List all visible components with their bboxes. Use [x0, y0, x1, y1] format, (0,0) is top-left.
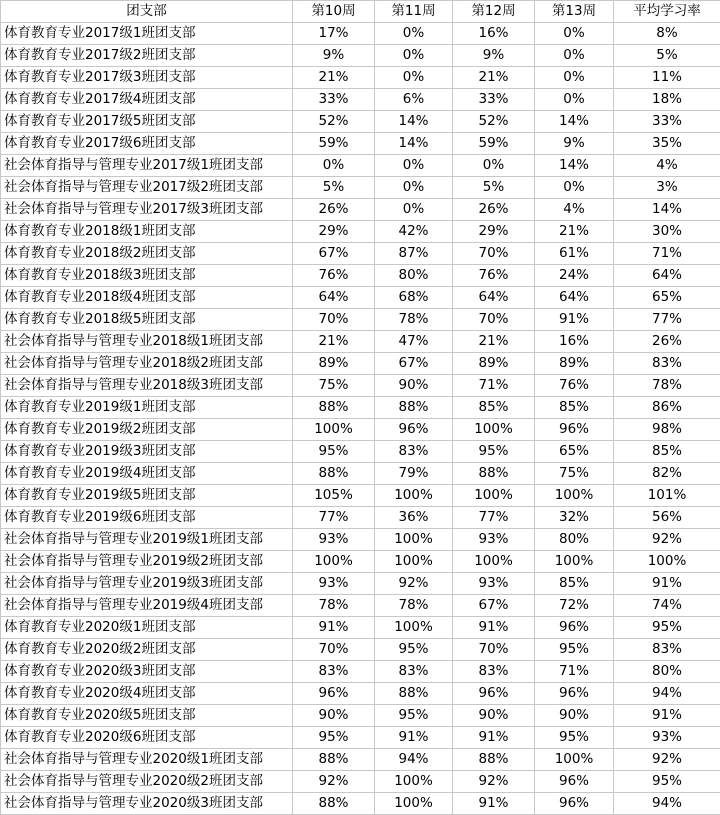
week-10-cell: 88% — [293, 749, 375, 771]
week-13-cell: 96% — [535, 617, 614, 639]
week-13-cell: 80% — [535, 529, 614, 551]
week-10-cell: 70% — [293, 639, 375, 661]
week-13-cell: 24% — [535, 265, 614, 287]
week-11-cell: 0% — [375, 23, 453, 45]
week-11-cell: 47% — [375, 331, 453, 353]
branch-name-cell: 社会体育指导与管理专业2019级1班团支部 — [1, 529, 293, 551]
table-row — [1, 463, 720, 485]
week-13-cell: 0% — [535, 45, 614, 67]
week-12-cell: 88% — [453, 463, 535, 485]
table-row — [1, 793, 720, 815]
week-13-cell: 65% — [535, 441, 614, 463]
week-13-cell: 100% — [535, 551, 614, 573]
week-10-cell: 96% — [293, 683, 375, 705]
table-row — [1, 617, 720, 639]
week-12-cell: 67% — [453, 595, 535, 617]
branch-name-cell: 体育教育专业2020级4班团支部 — [1, 683, 293, 705]
average-rate-cell: 8% — [614, 23, 720, 45]
average-rate-cell: 92% — [614, 749, 720, 771]
week-12-cell: 100% — [453, 551, 535, 573]
week-11-cell: 95% — [375, 705, 453, 727]
week-10-cell: 95% — [293, 727, 375, 749]
week-10-cell: 78% — [293, 595, 375, 617]
average-rate-cell: 11% — [614, 67, 720, 89]
week-13-cell: 85% — [535, 397, 614, 419]
branch-name-cell: 体育教育专业2019级3班团支部 — [1, 441, 293, 463]
branch-name-cell: 体育教育专业2018级4班团支部 — [1, 287, 293, 309]
table-row — [1, 111, 720, 133]
week-10-cell: 52% — [293, 111, 375, 133]
table-row — [1, 639, 720, 661]
table-row — [1, 177, 720, 199]
average-rate-cell: 71% — [614, 243, 720, 265]
week-10-cell: 76% — [293, 265, 375, 287]
branch-name-cell: 社会体育指导与管理专业2017级2班团支部 — [1, 177, 293, 199]
week-11-cell: 0% — [375, 67, 453, 89]
week-12-cell: 70% — [453, 309, 535, 331]
week-11-cell: 14% — [375, 111, 453, 133]
branch-name-cell: 社会体育指导与管理专业2018级3班团支部 — [1, 375, 293, 397]
average-rate-cell: 93% — [614, 727, 720, 749]
week-12-cell: 76% — [453, 265, 535, 287]
table-row — [1, 397, 720, 419]
table-row — [1, 661, 720, 683]
table-row — [1, 309, 720, 331]
branch-name-cell: 体育教育专业2020级6班团支部 — [1, 727, 293, 749]
week-11-cell: 88% — [375, 683, 453, 705]
week-10-cell: 64% — [293, 287, 375, 309]
table-row — [1, 595, 720, 617]
week-13-cell: 0% — [535, 23, 614, 45]
week-12-cell: 71% — [453, 375, 535, 397]
average-rate-cell: 14% — [614, 199, 720, 221]
table-row — [1, 133, 720, 155]
week-12-cell: 26% — [453, 199, 535, 221]
week-11-cell: 14% — [375, 133, 453, 155]
week-12-cell: 100% — [453, 419, 535, 441]
table-row — [1, 705, 720, 727]
average-rate-cell: 56% — [614, 507, 720, 529]
average-rate-cell: 64% — [614, 265, 720, 287]
average-rate-cell: 94% — [614, 793, 720, 815]
week-10-cell: 59% — [293, 133, 375, 155]
average-rate-cell: 26% — [614, 331, 720, 353]
header-week-11: 第11周 — [375, 1, 453, 23]
week-13-cell: 4% — [535, 199, 614, 221]
week-12-cell: 96% — [453, 683, 535, 705]
average-rate-cell: 94% — [614, 683, 720, 705]
branch-name-cell: 体育教育专业2019级1班团支部 — [1, 397, 293, 419]
week-12-cell: 21% — [453, 331, 535, 353]
week-11-cell: 80% — [375, 265, 453, 287]
week-11-cell: 0% — [375, 177, 453, 199]
header-week-13: 第13周 — [535, 1, 614, 23]
week-13-cell: 21% — [535, 221, 614, 243]
week-11-cell: 90% — [375, 375, 453, 397]
week-13-cell: 96% — [535, 771, 614, 793]
week-11-cell: 67% — [375, 353, 453, 375]
week-11-cell: 0% — [375, 155, 453, 177]
branch-name-cell: 社会体育指导与管理专业2020级2班团支部 — [1, 771, 293, 793]
table-row — [1, 265, 720, 287]
average-rate-cell: 101% — [614, 485, 720, 507]
week-11-cell: 78% — [375, 309, 453, 331]
week-12-cell: 93% — [453, 529, 535, 551]
week-10-cell: 95% — [293, 441, 375, 463]
week-11-cell: 100% — [375, 771, 453, 793]
week-12-cell: 92% — [453, 771, 535, 793]
week-11-cell: 91% — [375, 727, 453, 749]
week-13-cell: 72% — [535, 595, 614, 617]
week-12-cell: 88% — [453, 749, 535, 771]
week-13-cell: 14% — [535, 111, 614, 133]
branch-name-cell: 体育教育专业2017级1班团支部 — [1, 23, 293, 45]
branch-name-cell: 体育教育专业2020级1班团支部 — [1, 617, 293, 639]
table-row — [1, 727, 720, 749]
week-11-cell: 78% — [375, 595, 453, 617]
branch-name-cell: 社会体育指导与管理专业2020级3班团支部 — [1, 793, 293, 815]
week-10-cell: 88% — [293, 463, 375, 485]
average-rate-cell: 33% — [614, 111, 720, 133]
table-row — [1, 573, 720, 595]
average-rate-cell: 4% — [614, 155, 720, 177]
week-13-cell: 9% — [535, 133, 614, 155]
week-13-cell: 14% — [535, 155, 614, 177]
average-rate-cell: 78% — [614, 375, 720, 397]
week-10-cell: 33% — [293, 89, 375, 111]
week-13-cell: 90% — [535, 705, 614, 727]
week-11-cell: 83% — [375, 441, 453, 463]
header-week-10: 第10周 — [293, 1, 375, 23]
week-10-cell: 105% — [293, 485, 375, 507]
week-12-cell: 29% — [453, 221, 535, 243]
table-row — [1, 507, 720, 529]
week-10-cell: 100% — [293, 419, 375, 441]
week-10-cell: 90% — [293, 705, 375, 727]
table-row — [1, 155, 720, 177]
week-10-cell: 89% — [293, 353, 375, 375]
week-13-cell: 0% — [535, 67, 614, 89]
week-10-cell: 21% — [293, 67, 375, 89]
week-13-cell: 71% — [535, 661, 614, 683]
average-rate-cell: 85% — [614, 441, 720, 463]
week-10-cell: 93% — [293, 529, 375, 551]
week-10-cell: 9% — [293, 45, 375, 67]
branch-name-cell: 体育教育专业2018级1班团支部 — [1, 221, 293, 243]
branch-name-cell: 体育教育专业2020级3班团支部 — [1, 661, 293, 683]
average-rate-cell: 86% — [614, 397, 720, 419]
week-11-cell: 42% — [375, 221, 453, 243]
week-10-cell: 70% — [293, 309, 375, 331]
week-10-cell: 75% — [293, 375, 375, 397]
average-rate-cell: 5% — [614, 45, 720, 67]
week-12-cell: 95% — [453, 441, 535, 463]
table-row — [1, 771, 720, 793]
week-11-cell: 94% — [375, 749, 453, 771]
week-12-cell: 89% — [453, 353, 535, 375]
week-13-cell: 100% — [535, 749, 614, 771]
header-branch: 团支部 — [1, 1, 293, 23]
week-13-cell: 95% — [535, 639, 614, 661]
table-row — [1, 419, 720, 441]
table-row — [1, 485, 720, 507]
branch-name-cell: 社会体育指导与管理专业2018级2班团支部 — [1, 353, 293, 375]
branch-name-cell: 社会体育指导与管理专业2019级2班团支部 — [1, 551, 293, 573]
average-rate-cell: 100% — [614, 551, 720, 573]
average-rate-cell: 91% — [614, 705, 720, 727]
week-12-cell: 85% — [453, 397, 535, 419]
week-11-cell: 68% — [375, 287, 453, 309]
week-11-cell: 87% — [375, 243, 453, 265]
week-13-cell: 96% — [535, 419, 614, 441]
week-12-cell: 91% — [453, 617, 535, 639]
week-10-cell: 93% — [293, 573, 375, 595]
table-row — [1, 749, 720, 771]
average-rate-cell: 82% — [614, 463, 720, 485]
branch-name-cell: 体育教育专业2017级2班团支部 — [1, 45, 293, 67]
week-12-cell: 52% — [453, 111, 535, 133]
week-12-cell: 0% — [453, 155, 535, 177]
week-10-cell: 0% — [293, 155, 375, 177]
week-13-cell: 75% — [535, 463, 614, 485]
week-12-cell: 83% — [453, 661, 535, 683]
table-row — [1, 199, 720, 221]
table-row — [1, 23, 720, 45]
branch-name-cell: 社会体育指导与管理专业2019级3班团支部 — [1, 573, 293, 595]
week-11-cell: 0% — [375, 199, 453, 221]
average-rate-cell: 35% — [614, 133, 720, 155]
week-11-cell: 79% — [375, 463, 453, 485]
week-13-cell: 76% — [535, 375, 614, 397]
week-13-cell: 96% — [535, 683, 614, 705]
week-11-cell: 100% — [375, 529, 453, 551]
header-row — [1, 1, 720, 23]
table-row — [1, 375, 720, 397]
week-11-cell: 92% — [375, 573, 453, 595]
week-11-cell: 96% — [375, 419, 453, 441]
week-13-cell: 32% — [535, 507, 614, 529]
branch-name-cell: 社会体育指导与管理专业2017级1班团支部 — [1, 155, 293, 177]
table-row — [1, 353, 720, 375]
week-12-cell: 21% — [453, 67, 535, 89]
week-12-cell: 70% — [453, 243, 535, 265]
table-row — [1, 683, 720, 705]
table-row — [1, 529, 720, 551]
week-13-cell: 64% — [535, 287, 614, 309]
average-rate-cell: 77% — [614, 309, 720, 331]
branch-name-cell: 体育教育专业2017级6班团支部 — [1, 133, 293, 155]
week-12-cell: 70% — [453, 639, 535, 661]
week-11-cell: 100% — [375, 617, 453, 639]
week-10-cell: 88% — [293, 793, 375, 815]
week-11-cell: 0% — [375, 45, 453, 67]
week-13-cell: 0% — [535, 177, 614, 199]
branch-name-cell: 体育教育专业2017级4班团支部 — [1, 89, 293, 111]
week-12-cell: 90% — [453, 705, 535, 727]
week-12-cell: 93% — [453, 573, 535, 595]
week-11-cell: 36% — [375, 507, 453, 529]
average-rate-cell: 92% — [614, 529, 720, 551]
week-11-cell: 6% — [375, 89, 453, 111]
week-10-cell: 91% — [293, 617, 375, 639]
week-12-cell: 64% — [453, 287, 535, 309]
week-10-cell: 92% — [293, 771, 375, 793]
average-rate-cell: 83% — [614, 639, 720, 661]
week-10-cell: 26% — [293, 199, 375, 221]
week-11-cell: 83% — [375, 661, 453, 683]
week-10-cell: 77% — [293, 507, 375, 529]
week-10-cell: 100% — [293, 551, 375, 573]
week-12-cell: 77% — [453, 507, 535, 529]
table-row — [1, 89, 720, 111]
header-week-12: 第12周 — [453, 1, 535, 23]
week-12-cell: 100% — [453, 485, 535, 507]
branch-name-cell: 体育教育专业2018级3班团支部 — [1, 265, 293, 287]
branch-name-cell: 体育教育专业2017级5班团支部 — [1, 111, 293, 133]
average-rate-cell: 74% — [614, 595, 720, 617]
table-row — [1, 551, 720, 573]
branch-name-cell: 体育教育专业2019级2班团支部 — [1, 419, 293, 441]
branch-name-cell: 社会体育指导与管理专业2017级3班团支部 — [1, 199, 293, 221]
table-body — [1, 23, 720, 815]
branch-name-cell: 社会体育指导与管理专业2018级1班团支部 — [1, 331, 293, 353]
week-10-cell: 17% — [293, 23, 375, 45]
average-rate-cell: 3% — [614, 177, 720, 199]
week-11-cell: 100% — [375, 485, 453, 507]
branch-name-cell: 体育教育专业2019级6班团支部 — [1, 507, 293, 529]
branch-name-cell: 体育教育专业2017级3班团支部 — [1, 67, 293, 89]
week-12-cell: 33% — [453, 89, 535, 111]
average-rate-cell: 18% — [614, 89, 720, 111]
week-12-cell: 91% — [453, 793, 535, 815]
week-13-cell: 61% — [535, 243, 614, 265]
week-13-cell: 89% — [535, 353, 614, 375]
week-10-cell: 88% — [293, 397, 375, 419]
branch-name-cell: 社会体育指导与管理专业2020级1班团支部 — [1, 749, 293, 771]
week-13-cell: 0% — [535, 89, 614, 111]
average-rate-cell: 30% — [614, 221, 720, 243]
branch-name-cell: 社会体育指导与管理专业2019级4班团支部 — [1, 595, 293, 617]
week-12-cell: 16% — [453, 23, 535, 45]
branch-name-cell: 体育教育专业2018级5班团支部 — [1, 309, 293, 331]
week-13-cell: 16% — [535, 331, 614, 353]
average-rate-cell: 98% — [614, 419, 720, 441]
week-10-cell: 67% — [293, 243, 375, 265]
week-11-cell: 88% — [375, 397, 453, 419]
week-13-cell: 85% — [535, 573, 614, 595]
week-10-cell: 83% — [293, 661, 375, 683]
average-rate-cell: 80% — [614, 661, 720, 683]
branch-name-cell: 体育教育专业2019级5班团支部 — [1, 485, 293, 507]
branch-name-cell: 体育教育专业2019级4班团支部 — [1, 463, 293, 485]
average-rate-cell: 91% — [614, 573, 720, 595]
week-12-cell: 9% — [453, 45, 535, 67]
branch-name-cell: 体育教育专业2018级2班团支部 — [1, 243, 293, 265]
week-12-cell: 91% — [453, 727, 535, 749]
week-11-cell: 100% — [375, 551, 453, 573]
average-rate-cell: 83% — [614, 353, 720, 375]
average-rate-cell: 65% — [614, 287, 720, 309]
table-row — [1, 287, 720, 309]
week-13-cell: 95% — [535, 727, 614, 749]
table-row — [1, 45, 720, 67]
average-rate-cell: 95% — [614, 617, 720, 639]
week-12-cell: 59% — [453, 133, 535, 155]
branch-name-cell: 体育教育专业2020级5班团支部 — [1, 705, 293, 727]
header-average-rate: 平均学习率 — [614, 1, 720, 23]
table-row — [1, 67, 720, 89]
table-row — [1, 441, 720, 463]
average-rate-cell: 95% — [614, 771, 720, 793]
week-11-cell: 100% — [375, 793, 453, 815]
week-10-cell: 29% — [293, 221, 375, 243]
table-row — [1, 331, 720, 353]
table-row — [1, 221, 720, 243]
week-11-cell: 95% — [375, 639, 453, 661]
branch-name-cell: 体育教育专业2020级2班团支部 — [1, 639, 293, 661]
week-10-cell: 21% — [293, 331, 375, 353]
week-13-cell: 100% — [535, 485, 614, 507]
week-12-cell: 5% — [453, 177, 535, 199]
week-13-cell: 91% — [535, 309, 614, 331]
week-10-cell: 5% — [293, 177, 375, 199]
table-row — [1, 243, 720, 265]
week-13-cell: 96% — [535, 793, 614, 815]
